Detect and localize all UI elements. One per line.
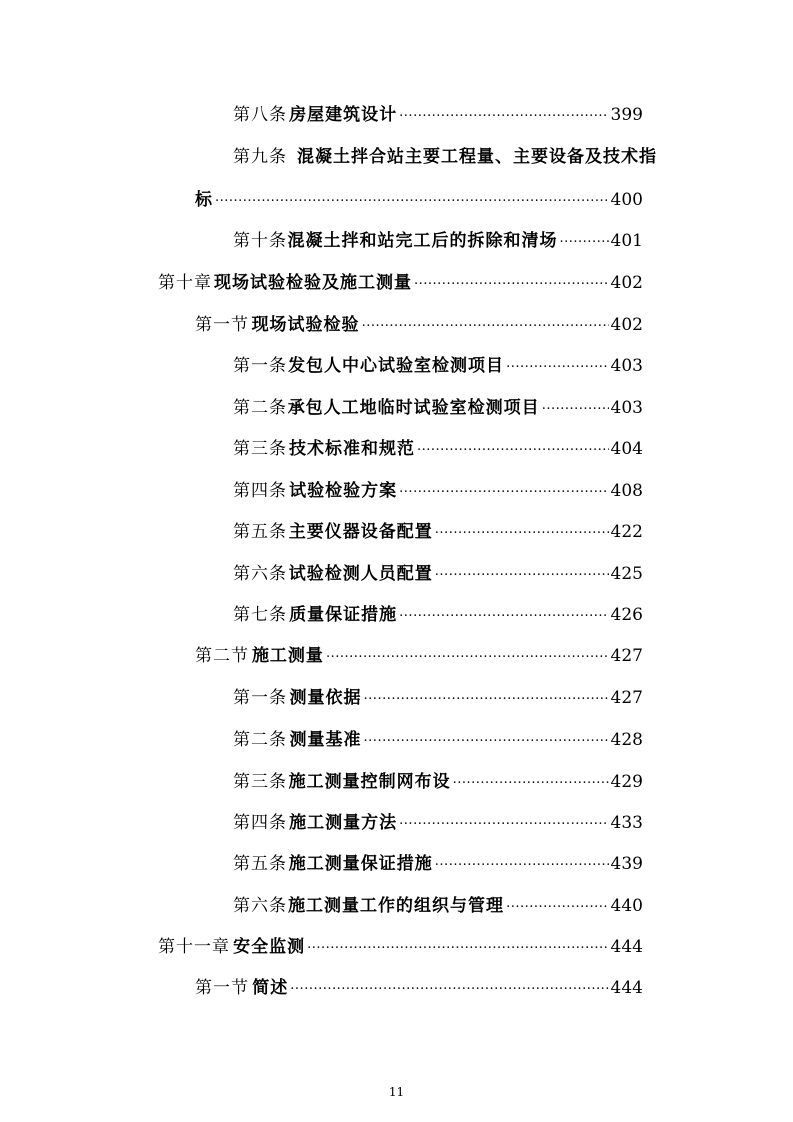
toc-entry[interactable] [0,221,793,251]
toc-entry-title: 施工测量保证措施 [288,854,433,874]
leader-dots [435,564,609,579]
toc-entry[interactable] [0,968,793,998]
toc-entry-title: 主要仪器设备配置 [288,522,433,542]
toc-entry[interactable] [0,554,793,584]
leader-dots [399,813,608,828]
toc-entry-page: 439 [610,854,643,874]
toc-entry-number: 第二节 [195,646,249,666]
leader-dots [506,896,608,911]
leader-dots [453,772,609,787]
leader-dots [364,730,609,745]
toc-entry-title: 试验检测人员配置 [288,564,433,584]
toc-entry[interactable] [0,803,793,833]
toc-entry[interactable] [0,720,793,750]
toc-entry-page: 444 [610,978,643,998]
toc-entry-page: 429 [610,772,643,792]
toc-entry-number: 第十条 [233,231,287,251]
toc-entry-title: 房屋建筑设计 [289,105,398,125]
toc-entry-page: 403 [610,398,643,418]
toc-entry[interactable] [0,388,793,418]
leader-dots [435,854,609,869]
toc-entry-page: 427 [610,688,643,708]
toc-entry-number: 第八条 [233,105,287,125]
toc-entry-title: 安全监测 [233,937,306,957]
toc-entry-number: 第六条 [233,564,287,584]
toc-entry-page: 426 [610,605,643,625]
toc-entry-page: 425 [610,564,643,584]
toc-entry[interactable] [0,95,793,125]
toc-entry-title: 测量依据 [289,688,362,708]
toc-entry-page: 428 [610,730,643,750]
toc-entry-number: 第四条 [233,813,287,833]
toc-entry-number: 第四条 [233,481,287,501]
toc-entry-number: 第一条 [233,688,287,708]
toc-entry-number: 第五条 [233,854,287,874]
toc-entry[interactable] [0,137,793,167]
toc-entry-page: 401 [610,231,643,251]
toc-entry-page: 433 [610,813,643,833]
toc-entry-page: 427 [610,646,643,666]
toc-entry-title: 施工测量方法 [289,813,398,833]
toc-entry-number: 第一条 [233,356,287,376]
toc-entry[interactable] [0,346,793,376]
leader-dots [399,605,608,620]
toc-entry-title: 测量基准 [289,730,362,750]
toc-entry-title: 简述 [252,978,289,998]
leader-dots [307,937,608,952]
toc-entry[interactable] [0,429,793,459]
toc-entry-page: 403 [610,356,643,376]
toc-entry[interactable] [0,762,793,792]
toc-entry-number: 第一节 [195,315,249,335]
leader-dots [290,978,608,993]
toc-entry-number: 第十一章 [158,937,230,957]
toc-entry[interactable] [0,512,793,542]
leader-dots [364,688,609,703]
toc-entry-title: 现场试验检验及施工测量 [214,273,413,293]
toc-entry-number: 第五条 [233,522,287,542]
leader-dots [362,315,609,330]
toc-entry-title: 质量保证措施 [289,605,398,625]
toc-entry-number: 第二条 [233,398,287,418]
toc-entry-title: 混凝土拌和站完工后的拆除和清场 [287,231,558,251]
toc-entry[interactable] [0,636,793,666]
leader-dots [414,273,609,288]
toc-entry-title: 发包人中心试验室检测项目 [288,356,505,376]
toc-entry-page: 402 [610,315,643,335]
toc-entry-number: 第九条 [233,147,287,167]
toc-entry[interactable] [0,595,793,625]
toc-entry-title: 施工测量 [251,646,324,666]
toc-entry-title: 施工测量工作的组织与管理 [288,896,505,916]
toc-entry-page: 404 [610,439,643,459]
toc-entry-title: 试验检验方案 [289,481,398,501]
leader-dots [399,481,608,496]
toc-entry-title-continued: 标 [195,190,213,210]
page-footer-number: 11 [388,1085,405,1099]
toc-entry[interactable] [0,927,793,957]
leader-dots [215,190,609,205]
toc-entry-number: 第六条 [233,896,287,916]
toc-entry-page: 402 [610,273,643,293]
toc-entry[interactable] [0,844,793,874]
leader-dots [326,646,609,661]
toc-entry[interactable] [0,263,793,293]
toc-entry-page: 444 [610,937,643,957]
toc-entry[interactable] [0,305,793,335]
leader-dots [417,439,609,454]
toc-entry-title: 承包人工地临时试验室检测项目 [287,398,540,418]
toc-entry-page: 408 [610,481,643,501]
leader-dots [506,356,608,371]
toc-entry-number: 第十章 [158,273,212,293]
toc-entry[interactable] [0,678,793,708]
leader-dots [560,231,609,246]
leader-dots [542,398,609,413]
toc-entry-number: 第三条 [233,439,287,459]
leader-dots [399,105,608,120]
toc-entry-title: 现场试验检验 [251,315,360,335]
leader-dots [435,522,609,537]
toc-entry-page: 422 [610,522,643,542]
toc-entry-title: 施工测量控制网布设 [288,772,451,792]
toc-entry-page: 440 [610,896,643,916]
toc-entry-page: 399 [610,105,643,125]
toc-entry-number: 第三条 [233,772,287,792]
toc-entry-page: 400 [610,190,643,210]
toc-entry-continuation[interactable] [0,180,793,210]
toc-entry-number: 第二条 [233,730,287,750]
toc-entry-title: 技术标准和规范 [288,439,415,459]
toc-entry-number: 第一节 [195,978,249,998]
toc-entry[interactable] [0,471,793,501]
toc-entry-number: 第七条 [233,605,287,625]
toc-entry[interactable] [0,886,793,916]
toc-entry-title: 混凝土拌合站主要工程量、主要设备及技术指 [297,147,657,167]
